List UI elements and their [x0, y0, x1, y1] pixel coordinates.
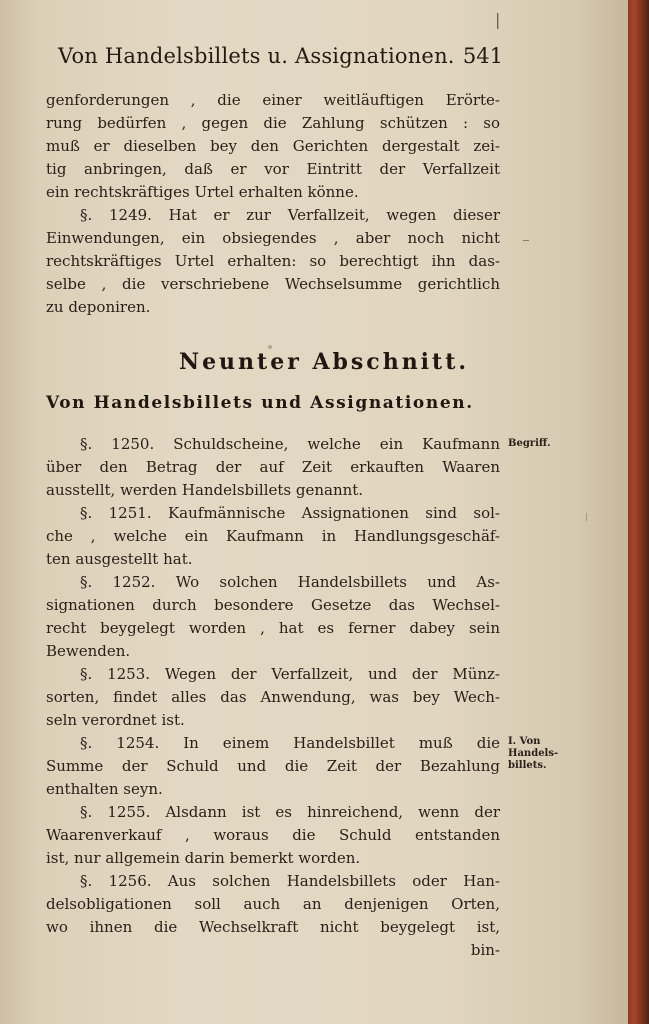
text-line: ausstellt, werden Handelsbillets genannt.	[46, 481, 364, 499]
text-line: Waarenverkauf , woraus die Schuld entstanden	[46, 826, 500, 844]
top-text-block	[46, 89, 500, 319]
text-line: ten ausgestellt hat.	[46, 550, 193, 568]
text-line: selbe , die verschriebene Wechselsumme gerichtlich	[46, 275, 500, 293]
text-line: seln verordnet ist.	[46, 711, 185, 729]
text-line: signationen durch besondere Gesetze das Wechsel-	[46, 596, 500, 614]
margin-dash	[523, 240, 529, 241]
text-line: wo ihnen die Wechselkraft nicht beygelegt ist,	[46, 918, 500, 936]
margin-note-line: billets.	[508, 760, 547, 771]
corner-mark: |	[495, 10, 501, 29]
margin-note-line: I. Von	[508, 736, 541, 747]
margin-note-begriff: Begriff.	[508, 438, 551, 449]
margin-dash	[586, 513, 587, 521]
text-line: §. 1254. In einem Handelsbillet muß die	[80, 734, 500, 752]
text-line: §. 1255. Alsdann ist es hinreichend, wenn der	[80, 803, 500, 821]
margin-note-line: Handels-	[508, 748, 559, 759]
catchword: bin-	[470, 941, 500, 959]
text-line: §. 1249. Hat er zur Verfallzeit, wegen dieser	[80, 206, 500, 224]
page-number: 541	[462, 44, 503, 68]
section-heading: Von Handelsbillets und Assignationen.	[46, 393, 474, 413]
text-line: ist, nur allgemein darin bemerkt worden.	[46, 849, 361, 867]
text-line: delsobligationen soll auch an denjenigen Orten,	[46, 895, 500, 913]
chapter-heading: Neunter Abschnitt.	[178, 349, 470, 375]
text-line: Bewenden.	[46, 642, 131, 660]
text-line: §. 1252. Wo solchen Handelsbillets und As-	[80, 573, 500, 591]
margin-note-handelsbillets	[508, 736, 558, 772]
text-line: §. 1253. Wegen der Verfallzeit, und der Münz-	[80, 665, 500, 683]
text-line: sorten, findet alles das Anwendung, was bey Wech-	[46, 688, 500, 706]
bottom-text-block	[46, 433, 500, 962]
text-line: rechtskräftiges Urtel erhalten: so berechtigt ihn das-	[46, 252, 500, 270]
text-line: Einwendungen, ein obsiegendes , aber noch nicht	[46, 229, 500, 247]
text-line: Summe der Schuld und die Zeit der Bezahlung	[46, 757, 500, 775]
text-line: §. 1251. Kaufmännische Assignationen sind sol-	[80, 504, 500, 522]
text-line: zu deponiren.	[46, 298, 151, 316]
text-line: genforderungen , die einer weitläuftigen Erörte-	[46, 91, 500, 109]
text-line: enthalten seyn.	[46, 780, 163, 798]
text-line: ein rechtskräftiges Urtel erhalten könne.	[46, 183, 359, 201]
text-line: recht beygelegt worden , hat es ferner dabey sein	[46, 619, 500, 637]
running-head-title: Von Handelsbillets u. Assignationen.	[58, 44, 455, 68]
text-line: tig anbringen, daß er vor Eintritt der Verfallzeit	[46, 160, 500, 178]
text-line: rung bedürfen , gegen die Zahlung schützen : so	[46, 114, 500, 132]
book-spine-edge	[628, 0, 649, 1024]
text-line: muß er dieselben bey den Gerichten dergestalt zei-	[46, 137, 500, 155]
text-line: che , welche ein Kaufmann in Handlungsgeschäf-	[46, 527, 500, 545]
text-line: §. 1250. Schuldscheine, welche ein Kaufmann	[80, 435, 500, 453]
text-line: §. 1256. Aus solchen Handelsbillets oder Han-	[80, 872, 500, 890]
running-head	[58, 44, 503, 74]
text-line: über den Betrag der auf Zeit erkauften Waaren	[46, 458, 500, 476]
